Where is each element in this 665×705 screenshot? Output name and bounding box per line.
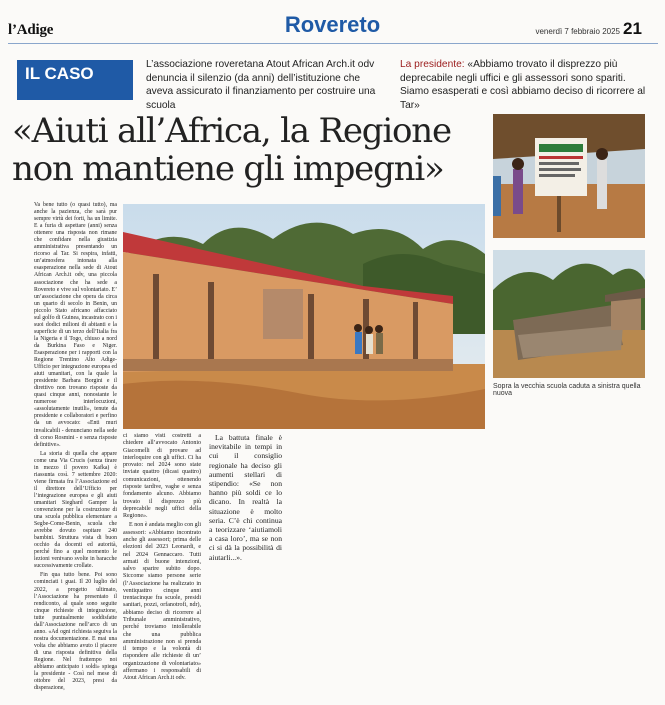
section-title: Rovereto <box>284 12 381 37</box>
deck-left: L’associazione roveretana Atout African Arch.it odv denuncia il silenzio (da anni) dell’istituzione che aveva assicurato il finanziamento per costruire una scuola <box>146 59 376 111</box>
deck-right <box>400 58 648 112</box>
sign-image <box>493 114 645 238</box>
children-figures <box>354 324 383 354</box>
bottom-right-photo <box>493 250 645 378</box>
main-photo <box>123 204 485 429</box>
article-column-2 <box>123 433 201 685</box>
page-number: 21 <box>623 19 642 38</box>
kicker-underline <box>17 98 133 100</box>
top-right-photo <box>493 114 645 238</box>
issue-date: venerdì 7 febbraio 2025 <box>535 27 620 36</box>
article-column-3 <box>209 433 282 564</box>
article-paragraph: La storia di quella che appare come una Via Crucis (senza tirare in mezzo il povero Kafka) è riassunta così. 7 settembre 2020: viene firmata fra l’Associazione ed il direttore dell’Ufficio per l’integrazione europea e gli aiuti umanitari Sieghard Gamper la convenzione per la costruzione di una scuola pubblica elementare a Segbe-Come-Benin, scuola che avrebbe dovuto ospitare 240 bambini. Struttura vista di buon occhio da docenti ed autorità, perché fino a quel momento le lezioni venivano svolte in baracche successivamente crollate. <box>34 450 117 570</box>
article-paragraph: Fin qua tutto bene. Poi sono cominciati i guai. Il 20 luglio del 2022, a progetto ultimato, l’Associazione ha presentato il rendiconto, al quale sono seguite cinque richieste di integrazione, tutte puntualmente soddisfatte dall’Associazione nell’arco di un anno. «Ad ogni richiesta seguiva la nostra documentazione. E mai una volta che abbiamo avuto il piacere di una risposta definitiva della Regione. Nel frattempo noi abbiamo anticipato i soldi» spiega la presidente - Così nel mese di ottobre del 2023, presi da disperazione, <box>34 572 117 692</box>
deck-right-lead: La presidente: <box>400 59 465 70</box>
deck-right-quote: «Abbiamo trovato il disprezzo più deprecabile negli uffici e gli assessori sono spariti. Siamo esasperati e così abbiamo deciso di ricorrere al Tar» <box>400 59 646 111</box>
old-school-image <box>493 250 645 378</box>
masthead-divider <box>8 43 658 44</box>
kicker-badge: IL CASO <box>17 60 133 98</box>
photo-caption: Sopra la vecchia scuola caduta a sinistra quella nuova <box>493 383 641 397</box>
article-paragraph: Va bene tutto (o quasi tutto), ma anche la pazienza, che sarà pur sempre virtù dei forti, ha un limite. E a furia di aspettare (anni) senza ottenere una risposta non rimane che confidare nella giustizia amministrativa presentando un ricorso al Tar. Si respira, infatti, un’atmosfera intonata alla esasperazione nella sede di Atout African Arch.it odv, una piccola associazione che ha sede a Rovereto e vive sul volontariato. E’ un’associazione che opera da circa un quarto di secolo in Benin, un piccolo Stato africano affacciato sul golfo di Guinea, incastrato con i suoi dodici milioni di abitanti e la superficie di un terzo dell’Italia fra la Nigeria e il Togo, chiuso a nord da Burkina Faso e Niger. Esasperazione per i rapporti con la Regione Trentino Alto Adige-Ufficio per integrazione europea ed aiuti umanitari, con la quale la presidente Barbara Borgini e il direttivo non trovano risposte da quasi cinque anni, nonostante le numerose interlocuzioni, «assolutamente inutili», tenute da presidente e collaboratori e perfino da un avvocato: «Enti muri invalicabili - denunciano nella sede di corso Rosmini - e senza risposte definitive». <box>34 202 117 448</box>
article-column-1 <box>34 202 117 694</box>
article-paragraph: La battuta finale è inevitabile in tempi in cui il consiglio regionale ha deciso gli aumenti stellari di stipendio: «Se non hanno più soldi ce lo dicano. In realtà la situazione è molto seria. C’è chi continua a teorizzare ‘aiutiamoli a casa loro’, ma se non ci si dà la possibilità di aiutarli...». <box>209 433 282 562</box>
article-paragraph: E non è andata meglio con gli assessori: «Abbiamo incontrato anche gli assessori; prima delle elezioni del 2023 Leonardi, e nel 2024 Gennaccaro. Tutti armati di buone intenzioni, salvo sparire subito dopo. Siccome siamo persone serie (l’Associazione ha realizzato in ventiquattro cinque anni trentacinque fra scuole, presidi sanitari, pozzi, orfanotrofi, ndr), abbiamo deciso di ricorrere al Tribunale amministrativo, perché troviamo intollerabile che una pubblica amministrazione non si prenda il tempo e la volontà di rispondere alle richieste di un’ organizzazione di volontariato» affermano i responsabili di Atout African Arch.it odv. <box>123 522 201 682</box>
headline: «Aiuti all’Africa, la Regione non mantiene gli impegni» <box>12 111 451 189</box>
school-building-image <box>123 204 485 429</box>
newspaper-brand: l’Adige <box>8 22 54 38</box>
article-paragraph: ci siamo visti costretti a chiedere all’avvocato Antonio Giacomelli di provare ad interloquire con gli uffici. Ci ha provato: nel 2024 sono state inviate quattro (dicasi quattro) comunicazioni, ottenendo risposte tardive, vaghe e senza fondamento alcuno. Abbiamo trovato il disprezzo più deprecabile negli uffici della Regione». <box>123 433 201 520</box>
